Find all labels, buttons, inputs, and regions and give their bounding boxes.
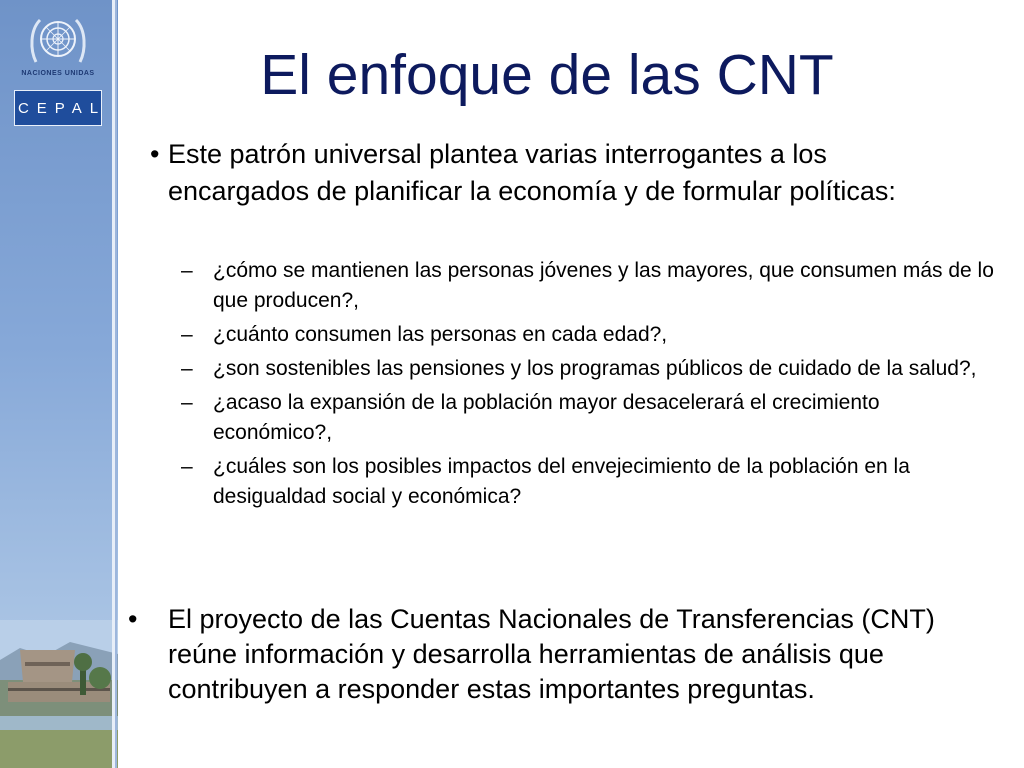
sub-bullet-dash: – — [181, 323, 193, 346]
sub-bullet — [181, 452, 1003, 512]
slide-title: El enfoque de las CNT — [260, 43, 834, 107]
un-caption: NACIONES UNIDAS — [21, 70, 95, 77]
sub-bullet-text: ¿cuáles son los posibles impactos del envejecimiento de la población en la desigualdad social y económica? — [213, 455, 910, 508]
sub-bullet-text: ¿cómo se mantienen las personas jóvenes y las mayores, que consumen más de lo que producen?, — [213, 259, 994, 312]
sub-bullet-text: ¿acaso la expansión de la población mayor desacelerará el crecimiento económico?, — [213, 391, 880, 444]
sub-bullet — [181, 256, 1003, 316]
sub-bullet — [181, 388, 1003, 448]
sub-bullet-list — [181, 256, 1003, 516]
sub-bullet — [181, 320, 1003, 350]
building-photo — [0, 620, 118, 768]
cepal-logo-text: CEPAL — [17, 99, 107, 117]
sub-bullet-dash: – — [181, 391, 193, 414]
sub-bullet-dash: – — [181, 357, 193, 380]
bullet-2-text: El proyecto de las Cuentas Nacionales de Transferencias (CNT) reúne información y desarrolla herramientas de análisis que contribuyen a responder estas importantes preguntas. — [168, 604, 935, 704]
sub-bullet-dash: – — [181, 455, 193, 478]
bullet-2 — [128, 602, 988, 707]
sub-bullet-text: ¿cuánto consumen las personas en cada edad?, — [213, 323, 668, 346]
sidebar-divider-shadow — [115, 0, 117, 768]
sidebar — [0, 0, 118, 768]
bullet-1-text: Este patrón universal plantea varias interrogantes a los encargados de planificar la economía y de formular políticas: — [168, 139, 896, 206]
bullet-dot: • — [128, 604, 138, 634]
sub-bullet — [181, 354, 1003, 384]
bullet-1 — [150, 136, 968, 210]
sub-bullet-text: ¿son sostenibles las pensiones y los programas públicos de cuidado de la salud?, — [213, 357, 977, 380]
sub-bullet-dash: – — [181, 259, 193, 282]
bullet-dot: • — [150, 139, 160, 169]
